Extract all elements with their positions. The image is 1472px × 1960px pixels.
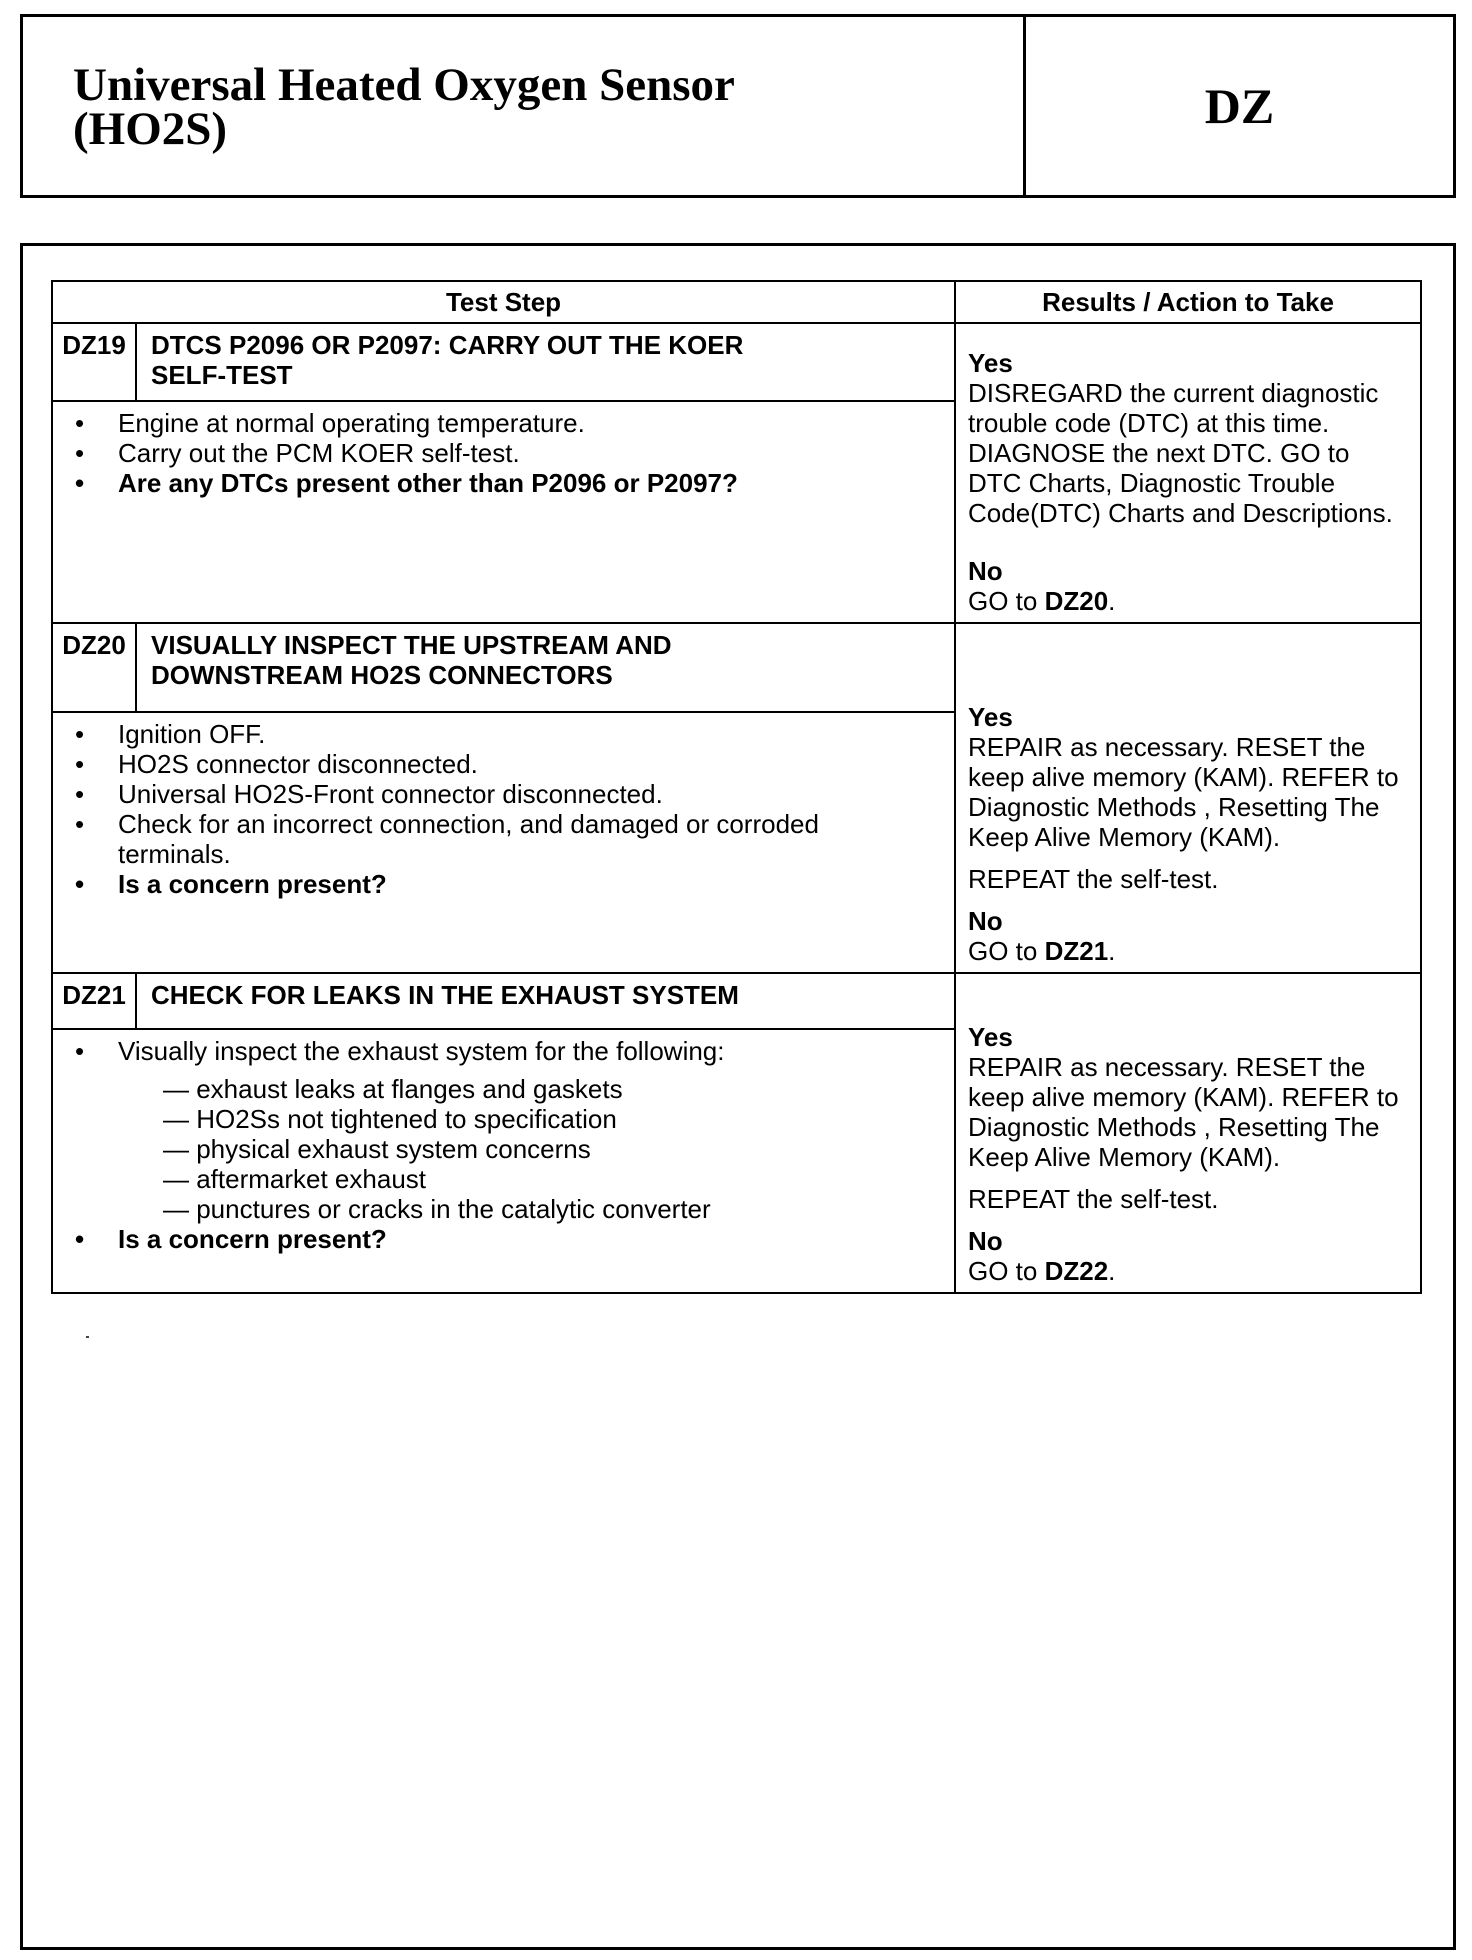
- step-title-line: VISUALLY INSPECT THE UPSTREAM AND: [151, 630, 672, 660]
- column-header-test-step: Test Step: [52, 281, 955, 323]
- step-dz19-title-row: [52, 323, 1421, 401]
- step-title: [136, 323, 955, 401]
- no-action-suffix: .: [1108, 936, 1116, 966]
- step-instructions: [52, 1029, 955, 1293]
- sub-list-item: — physical exhaust system concerns: [163, 1133, 591, 1164]
- step-question: • Is a concern present?: [73, 869, 934, 899]
- list-item: • Engine at normal operating temperature.: [73, 408, 934, 438]
- list-item: [73, 1036, 934, 1224]
- no-action: [968, 586, 1410, 616]
- step-code: DZ20: [52, 623, 136, 712]
- no-action-prefix: GO to: [968, 1256, 1045, 1286]
- table-header-row: [52, 281, 1421, 323]
- no-label: No: [968, 556, 1003, 586]
- step-question: • Is a concern present?: [73, 1224, 934, 1254]
- next-step-link[interactable]: DZ22: [1044, 1256, 1109, 1286]
- next-step-link[interactable]: DZ21: [1044, 936, 1109, 966]
- title-line-1: Universal Heated Oxygen Sensor: [73, 59, 735, 111]
- yes-label: Yes: [968, 1022, 1013, 1052]
- no-action-prefix: GO to: [968, 586, 1045, 616]
- scan-speck: [86, 1336, 89, 1338]
- no-action: [968, 1256, 1410, 1286]
- sub-list-item: — punctures or cracks in the catalytic converter: [163, 1193, 711, 1224]
- yes-label: Yes: [968, 702, 1013, 732]
- step-instructions: [52, 712, 955, 973]
- no-action: [968, 936, 1410, 966]
- list-item: • HO2S connector disconnected.: [73, 749, 934, 779]
- step-code: DZ19: [52, 323, 136, 401]
- list-item: • Carry out the PCM KOER self-test.: [73, 438, 934, 468]
- page-header: [20, 14, 1456, 198]
- step-results: [955, 623, 1421, 973]
- step-title-line: DTCS P2096 OR P2097: CARRY OUT THE KOER: [151, 330, 744, 360]
- yes-action: REPAIR as necessary. RESET the keep alive memory (KAM). REFER to Diagnostic Methods , Resetting The Keep Alive Memory (KAM).: [968, 1052, 1399, 1172]
- no-action-prefix: GO to: [968, 936, 1045, 966]
- section-code: DZ: [1204, 78, 1275, 134]
- yes-label: Yes: [968, 348, 1013, 378]
- step-results: [955, 323, 1421, 623]
- test-step-table: [51, 280, 1422, 1294]
- title-line-2: (HO2S): [73, 103, 228, 155]
- sub-list-item: — aftermarket exhaust: [163, 1163, 426, 1194]
- page-title: [23, 17, 1026, 195]
- step-dz21-title-row: [52, 973, 1421, 1029]
- repeat-action: REPEAT the self-test.: [968, 1184, 1219, 1214]
- step-dz20-title-row: [52, 623, 1421, 712]
- no-label: No: [968, 906, 1003, 936]
- yes-action: DISREGARD the current diagnostic trouble code (DTC) at this time. DIAGNOSE the next DTC. GO to DTC Charts, Diagnostic Trouble Code(DTC) Charts and Descriptions.: [968, 378, 1393, 528]
- yes-action: REPAIR as necessary. RESET the keep alive memory (KAM). REFER to Diagnostic Methods , Resetting The Keep Alive Memory (KAM).: [968, 732, 1399, 852]
- column-header-results: Results / Action to Take: [955, 281, 1421, 323]
- step-instructions: [52, 401, 955, 623]
- step-title-line: SELF-TEST: [151, 360, 293, 390]
- list-item: • Universal HO2S-Front connector disconnected.: [73, 779, 934, 809]
- step-title-line: CHECK FOR LEAKS IN THE EXHAUST SYSTEM: [151, 980, 739, 1010]
- next-step-link[interactable]: DZ20: [1044, 586, 1109, 616]
- step-title: [136, 973, 955, 1029]
- list-item-text: Visually inspect the exhaust system for the following:: [118, 1035, 725, 1066]
- no-action-suffix: .: [1108, 586, 1116, 616]
- step-title: [136, 623, 955, 712]
- step-code: DZ21: [52, 973, 136, 1029]
- no-action-suffix: .: [1108, 1256, 1116, 1286]
- step-title-line: DOWNSTREAM HO2S CONNECTORS: [151, 660, 613, 690]
- repeat-action: REPEAT the self-test.: [968, 864, 1219, 894]
- list-item: • Check for an incorrect connection, and damaged or corroded terminals.: [73, 809, 934, 869]
- sub-list-item: — HO2Ss not tightened to specification: [163, 1103, 617, 1134]
- sub-list-item: — exhaust leaks at flanges and gaskets: [163, 1073, 623, 1104]
- list-item: • Ignition OFF.: [73, 719, 934, 749]
- no-label: No: [968, 1226, 1003, 1256]
- step-results: [955, 973, 1421, 1293]
- step-question: • Are any DTCs present other than P2096 or P2097?: [73, 468, 934, 498]
